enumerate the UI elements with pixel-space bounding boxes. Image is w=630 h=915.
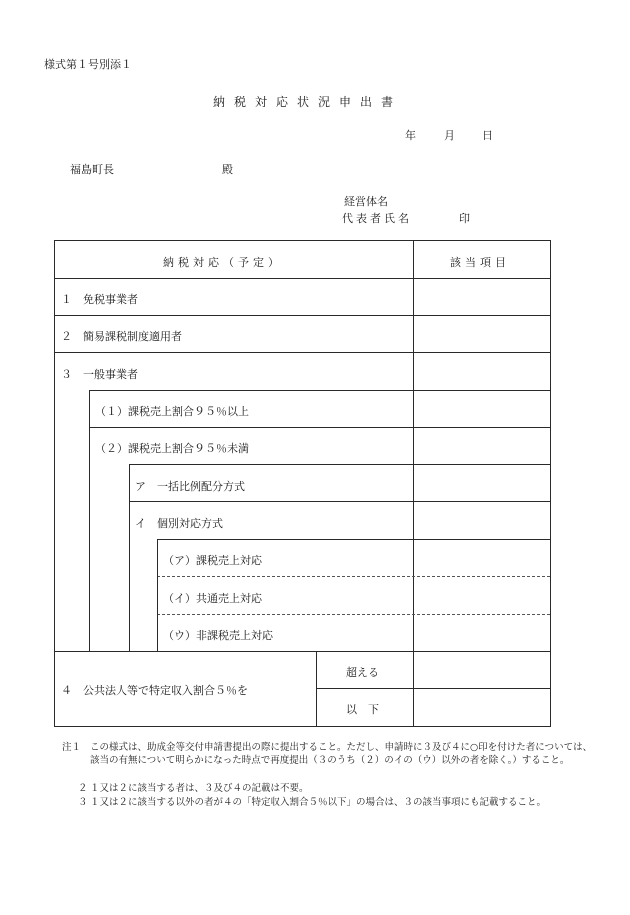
table-border-top xyxy=(54,240,551,241)
row-ratio-95-under: （２）課税売上割合９５％未満 xyxy=(95,442,249,455)
date-year-label: 年 xyxy=(405,129,416,142)
form-id: 様式第１号別添１ xyxy=(44,58,132,71)
row-line xyxy=(316,688,551,689)
row-line xyxy=(54,352,551,353)
row-line xyxy=(54,315,551,316)
row-line xyxy=(129,464,551,465)
table-border-left xyxy=(54,240,55,727)
entity-name-label: 経営体名 xyxy=(344,195,388,208)
row-taxable-sales: （ア）課税売上対応 xyxy=(163,554,262,567)
note-text: １又は２に該当する以外の者が４の「特定収入割合５％以下」の場合は、３の該当事項にも記載すること。 xyxy=(90,797,547,808)
row-public-corporation: ４ 公共法人等で特定収入割合５％を xyxy=(61,684,248,697)
note-3 xyxy=(78,796,602,824)
row-non-taxable-sales: （ウ）非課税売上対応 xyxy=(163,629,273,642)
row-common-sales: （イ）共通売上対応 xyxy=(163,592,262,605)
row-ratio-95-over: （１）課税売上割合９５％以上 xyxy=(95,405,249,418)
indent-line xyxy=(157,539,158,651)
row-general-business: ３ 一般事業者 xyxy=(61,368,138,381)
row-dashed-line xyxy=(157,614,550,615)
row-line xyxy=(89,390,551,391)
table-border-bottom xyxy=(54,726,551,727)
header-applicable-item: 該当項目 xyxy=(450,256,510,269)
note-text: １又は２に該当する者は、３及び４の記載は不要。 xyxy=(90,783,309,794)
page-title: 納税対応状況申出書 xyxy=(213,95,403,109)
seal-label: 印 xyxy=(459,212,470,225)
addressee-name: 福島町長 xyxy=(70,163,114,176)
note-number: ２ xyxy=(78,783,88,794)
indent-line xyxy=(89,390,90,651)
row-lump-sum-method: ア 一括比例配分方式 xyxy=(135,480,245,493)
row-line xyxy=(54,651,551,652)
note-2 xyxy=(78,782,602,796)
row-tax-exempt: １ 免税事業者 xyxy=(61,293,138,306)
row-below: 以 下 xyxy=(346,703,379,716)
note-1 xyxy=(62,741,602,781)
header-tax-response: 納税対応（予定） xyxy=(163,256,283,269)
row-individual-method: イ 個別対応方式 xyxy=(135,517,223,530)
row-exceeds: 超える xyxy=(346,666,379,679)
row-line xyxy=(89,427,551,428)
row-line xyxy=(157,539,551,540)
addressee-honorific: 殿 xyxy=(222,163,233,176)
note-number: 注１ xyxy=(62,742,82,753)
row-simplified-tax: ２ 簡易課税制度適用者 xyxy=(61,330,182,343)
date-day-label: 日 xyxy=(482,129,493,142)
table-border-right xyxy=(550,240,551,727)
note-number: ３ xyxy=(78,797,88,808)
row4-divider xyxy=(316,651,317,727)
row-dashed-line xyxy=(157,576,550,577)
representative-name-label: 代表者氏名 xyxy=(342,212,412,225)
indent-line xyxy=(129,464,130,651)
column-divider xyxy=(413,240,414,727)
date-month-label: 月 xyxy=(444,129,455,142)
row-line xyxy=(129,501,551,502)
row-line xyxy=(54,278,551,279)
note-text: この様式は、助成金等交付申請書提出の際に提出すること。ただし、申請時に３及び４に○印を付けた者については、該当の有無について明らかになった時点で再度提出（３のうち（２）のイの（ウ）以外の者を除く。）すること。 xyxy=(90,742,593,766)
